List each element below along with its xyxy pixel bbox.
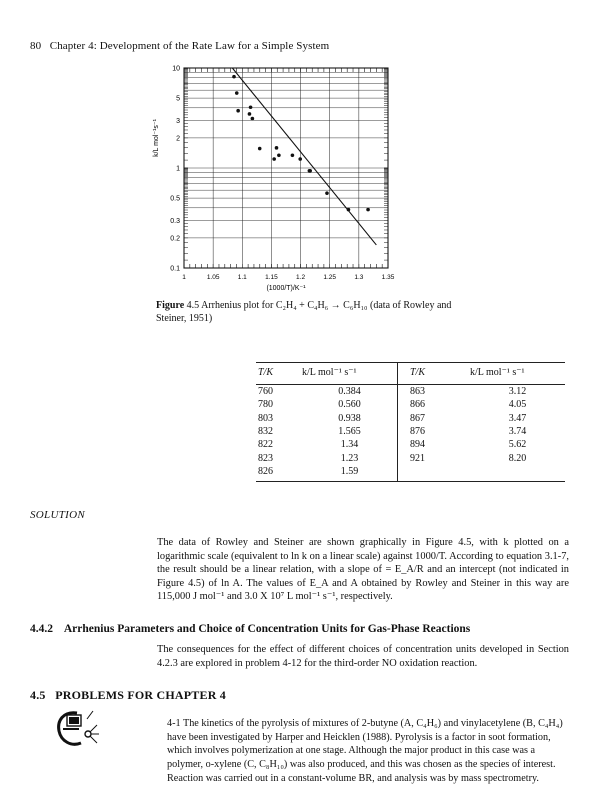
table-cell: 832 <box>258 426 273 438</box>
table-cell: 1.23 <box>340 452 359 464</box>
data-point <box>258 147 262 151</box>
data-point <box>308 169 312 173</box>
data-point <box>291 153 295 157</box>
y-axis-label: k/L mol⁻¹s⁻¹ <box>153 119 160 157</box>
x-tick-label: 1.05 <box>206 274 220 281</box>
rate-data-table <box>256 362 565 482</box>
table-header: k/L mol⁻¹ s⁻¹ <box>302 363 398 385</box>
y-tick-label: 1 <box>176 165 180 173</box>
data-point <box>275 146 279 150</box>
x-tick-label: 1 <box>182 274 186 281</box>
y-tick-label: 3 <box>176 117 180 125</box>
section-heading-4-5 <box>30 688 226 703</box>
table-cell: 760 <box>258 386 273 398</box>
section-title: Arrhenius Parameters and Choice of Concentration Units for Gas-Phase Reactions <box>63 623 471 635</box>
problem-4-1 <box>167 717 572 786</box>
table-cell: 826 <box>258 465 273 477</box>
table-header-row <box>256 363 565 385</box>
y-tick-label: 0.3 <box>170 217 180 225</box>
table-cell <box>398 465 471 482</box>
section-number: 4.4.2 <box>30 623 53 635</box>
y-tick-label: 10 <box>172 65 180 73</box>
table-cell: 822 <box>258 439 273 451</box>
y-tick-label: 5 <box>176 95 180 103</box>
x-tick-label: 1.2 <box>296 274 306 281</box>
table-cell: 867 <box>398 412 471 425</box>
x-tick-label: 1.15 <box>265 274 278 281</box>
data-point <box>277 153 281 157</box>
chapter-title: Chapter 4: Development of the Rate Law for a Simple System <box>49 40 330 52</box>
data-point <box>298 157 302 161</box>
data-point <box>347 208 351 212</box>
figure-number: 4.5 <box>186 300 200 311</box>
table-row <box>256 425 565 438</box>
table-cell: 894 <box>398 438 471 451</box>
table-cell: 3.74 <box>508 426 527 438</box>
table-cell: 803 <box>258 412 273 424</box>
table-row <box>256 412 565 425</box>
table-cell: 823 <box>258 452 273 464</box>
table-header: k/L mol⁻¹ s⁻¹ <box>470 363 565 385</box>
x-tick-label: 1.25 <box>323 274 337 281</box>
table-cell: 3.12 <box>508 386 527 398</box>
data-point <box>325 191 329 195</box>
solution-label: SOLUTION <box>30 509 85 521</box>
data-point <box>248 112 252 116</box>
table-header: T/K <box>256 363 302 385</box>
table-cell: 863 <box>398 385 471 399</box>
y-tick-label: 2 <box>176 135 180 143</box>
table-cell <box>470 465 565 482</box>
page-number: 80 <box>30 40 42 52</box>
data-point <box>236 109 240 113</box>
figure-label: Figure <box>156 300 185 311</box>
fit-line <box>232 68 376 245</box>
table-row <box>256 438 565 451</box>
table-cell: 8.20 <box>508 452 527 464</box>
table-cell: 876 <box>398 425 471 438</box>
table-header: T/K <box>398 363 471 385</box>
x-tick-label: 1.3 <box>354 274 364 281</box>
x-tick-label: 1.1 <box>237 274 247 281</box>
table-cell: 4.05 <box>508 399 527 411</box>
arrhenius-plot <box>140 60 410 296</box>
table-row <box>256 465 565 482</box>
section-title: PROBLEMS FOR CHAPTER 4 <box>55 688 226 702</box>
computer-problem-icon <box>53 707 105 751</box>
table-cell: 921 <box>398 451 471 464</box>
table-cell: 866 <box>398 398 471 411</box>
table-cell: 0.938 <box>338 412 361 424</box>
table-cell: 3.47 <box>508 412 527 424</box>
table-cell: 780 <box>258 399 273 411</box>
table-row <box>256 451 565 464</box>
data-point <box>249 105 253 109</box>
running-header <box>30 40 329 52</box>
problem-number: 4-1 <box>167 718 181 729</box>
data-point <box>232 75 236 79</box>
table-row <box>256 398 565 411</box>
data-point <box>251 117 255 121</box>
data-point <box>272 157 276 161</box>
table-cell: 1.565 <box>338 426 361 438</box>
section-heading-4-4-2 <box>30 623 470 635</box>
problem-text: The kinetics of the pyrolysis of mixtures of 2-butyne (A, C₄H₆) and vinylacetylene (B, C₄H₄) have been investigated by Harper and Heicklen (1988). Pyrolysis is a factor in soot formation, which involves polymerization at one stage. Although the major product in this case was a polymer, o-xylene (C, C₈H₁₀) was also produced, and this was chosen as the species of interest. Reaction was carried out in a constant-volume BR, and analysis was by mass spectrometry. <box>167 718 563 784</box>
figure-caption <box>156 299 476 325</box>
y-tick-label: 0.2 <box>170 235 180 243</box>
section-4-4-2-text: The consequences for the effect of different choices of concentration units developed in Section 4.2.3 are explored in problem 4-12 for the third-order NO oxidation reaction. <box>157 644 569 669</box>
table-row <box>256 385 565 399</box>
table-cell: 0.384 <box>338 386 361 398</box>
table-cell: 1.59 <box>340 465 359 477</box>
table-cell: 1.34 <box>340 439 359 451</box>
data-point <box>366 208 370 212</box>
x-tick-label: 1.35 <box>381 274 395 281</box>
data-point <box>235 91 239 95</box>
section-number: 4.5 <box>30 688 46 702</box>
solution-text: The data of Rowley and Steiner are shown graphically in Figure 4.5, with k plotted on a logarithmic scale (equivalent to ln k on a linear scale) against 1000/T. According to equation 3.1-7, the result should be a linear relation, with a slope of = E_A/R and an intercept (not indicated in Figure 4.5) of ln A. The values of E_A and A obtained by Rowley and Steiner in this way are 115,000 J mol⁻¹ and 3.0 X 10⁷ L mol⁻¹ s⁻¹, respectively. <box>157 537 569 603</box>
y-tick-label: 0.5 <box>170 195 180 203</box>
table-cell: 0.560 <box>338 399 361 411</box>
x-axis-label: (1000/T)/K⁻¹ <box>266 285 306 292</box>
y-tick-label: 0.1 <box>170 265 180 273</box>
table-cell: 5.62 <box>508 439 527 451</box>
figure-caption-text: Arrhenius plot for C₂H₄ + C₄H₆ → C₆H₁₀ (data of Rowley and Steiner, 1951) <box>156 300 452 324</box>
